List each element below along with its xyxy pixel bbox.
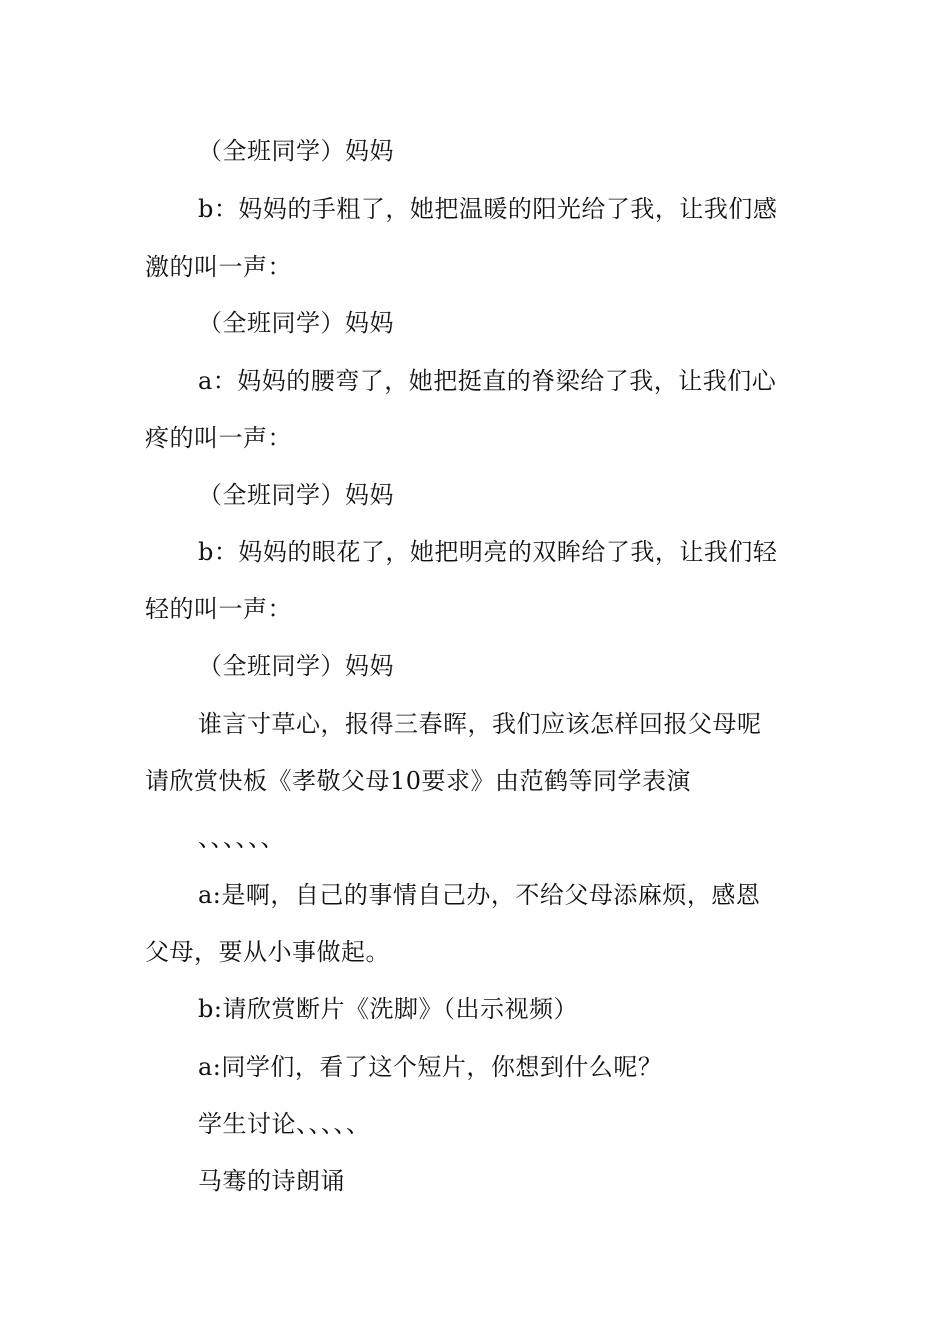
text-line: a:同学们，看了这个短片，你想到什么呢？ [198, 1053, 663, 1081]
text-line: 学生讨论、、、、、 [198, 1110, 371, 1138]
text-line: a：妈妈的腰弯了，她把挺直的脊梁给了我，让我们心 [198, 367, 777, 395]
text-line: b:请欣赏断片《洗脚》（出示视频） [198, 995, 578, 1023]
text-line: 轻的叫一声： [145, 595, 292, 623]
text-line: 疼的叫一声： [145, 424, 292, 452]
text-line: b：妈妈的眼花了，她把明亮的双眸给了我，让我们轻 [198, 538, 778, 566]
text-line: 马骞的诗朗诵 [198, 1167, 345, 1195]
text-line: （全班同学）妈妈 [198, 652, 394, 680]
text-line: 、、、、、、 [198, 824, 285, 852]
text-line: b：妈妈的手粗了，她把温暖的阳光给了我，让我们感 [198, 195, 778, 223]
text-line: （全班同学）妈妈 [198, 309, 394, 337]
text-line: （全班同学）妈妈 [198, 137, 394, 165]
text-line: 激的叫一声： [145, 253, 292, 281]
text-line: 父母，要从小事做起。 [145, 938, 390, 966]
text-line: （全班同学）妈妈 [198, 481, 394, 509]
text-line: a:是啊，自己的事情自己办，不给父母添麻烦，感恩 [198, 881, 761, 909]
text-line: 请欣赏快板《孝敬父母10要求》由范鹤等同学表演 [145, 767, 692, 795]
text-line: 谁言寸草心，报得三春晖，我们应该怎样回报父母呢 [198, 710, 762, 738]
